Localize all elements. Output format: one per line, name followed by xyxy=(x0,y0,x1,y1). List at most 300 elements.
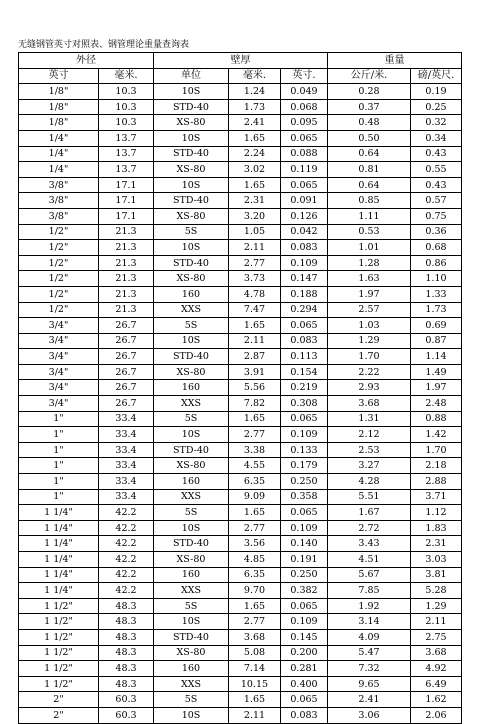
table-row xyxy=(19,692,462,708)
schedule-cell: 160 xyxy=(154,380,229,396)
kg-per-m-cell: 0.64 xyxy=(328,177,411,193)
kg-per-m-cell: 1.28 xyxy=(328,255,411,271)
wall-inch-cell: 0.191 xyxy=(281,552,328,568)
od-inch-cell: 1/2" xyxy=(19,302,99,318)
wall-mm-cell: 1.65 xyxy=(229,177,281,193)
table-row xyxy=(19,442,462,458)
kg-per-m-cell: 9.65 xyxy=(328,676,411,692)
wall-inch-cell: 0.294 xyxy=(281,302,328,318)
wall-inch-cell: 0.179 xyxy=(281,458,328,474)
lb-per-ft-cell: 2.75 xyxy=(411,629,462,645)
wall-inch-cell: 0.109 xyxy=(281,520,328,536)
od-inch-cell: 3/4" xyxy=(19,318,99,334)
kg-per-m-cell: 0.53 xyxy=(328,224,411,240)
wall-inch-cell: 0.126 xyxy=(281,208,328,224)
lb-per-ft-cell: 0.34 xyxy=(411,130,462,146)
wall-mm-cell: 1.05 xyxy=(229,224,281,240)
wall-mm-cell: 10.15 xyxy=(229,676,281,692)
od-mm-cell: 21.3 xyxy=(99,224,154,240)
table-row xyxy=(19,614,462,630)
lb-per-ft-cell: 1.14 xyxy=(411,349,462,365)
schedule-cell: XS-80 xyxy=(154,552,229,568)
od-inch-cell: 1/2" xyxy=(19,255,99,271)
table-row xyxy=(19,162,462,178)
od-inch-cell: 2" xyxy=(19,692,99,708)
table-row xyxy=(19,193,462,209)
table-row xyxy=(19,411,462,427)
wall-mm-cell: 1.65 xyxy=(229,130,281,146)
wall-inch-cell: 0.065 xyxy=(281,598,328,614)
lb-per-ft-cell: 2.11 xyxy=(411,614,462,630)
schedule-cell: XS-80 xyxy=(154,645,229,661)
schedule-cell: 5S xyxy=(154,411,229,427)
wall-inch-cell: 0.065 xyxy=(281,505,328,521)
table-row xyxy=(19,676,462,692)
wall-inch-cell: 0.145 xyxy=(281,629,328,645)
kg-per-m-cell: 1.03 xyxy=(328,318,411,334)
wall-mm-cell: 9.09 xyxy=(229,489,281,505)
kg-per-m-cell: 7.32 xyxy=(328,661,411,677)
schedule-cell: 10S xyxy=(154,84,229,100)
kg-per-m-cell: 3.14 xyxy=(328,614,411,630)
schedule-cell: XS-80 xyxy=(154,458,229,474)
wall-mm-cell: 1.24 xyxy=(229,84,281,100)
wall-mm-cell: 6.35 xyxy=(229,474,281,490)
schedule-cell: STD-40 xyxy=(154,99,229,115)
kg-per-m-cell: 2.57 xyxy=(328,302,411,318)
schedule-cell: STD-40 xyxy=(154,629,229,645)
kg-per-m-cell: 1.70 xyxy=(328,349,411,365)
schedule-cell: 5S xyxy=(154,598,229,614)
wall-inch-cell: 0.068 xyxy=(281,99,328,115)
schedule-cell: 5S xyxy=(154,224,229,240)
kg-per-m-cell: 5.51 xyxy=(328,489,411,505)
wall-mm-cell: 2.87 xyxy=(229,349,281,365)
od-mm-cell: 17.1 xyxy=(99,193,154,209)
od-mm-cell: 60.3 xyxy=(99,692,154,708)
od-mm-cell: 26.7 xyxy=(99,333,154,349)
schedule-cell: XS-80 xyxy=(154,271,229,287)
od-mm-cell: 33.4 xyxy=(99,442,154,458)
lb-per-ft-cell: 0.32 xyxy=(411,115,462,131)
kg-per-m-cell: 0.81 xyxy=(328,162,411,178)
column-header-lb-per-ft: 磅/英尺. xyxy=(411,68,462,84)
wall-inch-cell: 0.042 xyxy=(281,224,328,240)
wall-mm-cell: 4.85 xyxy=(229,552,281,568)
table-row xyxy=(19,489,462,505)
wall-mm-cell: 7.47 xyxy=(229,302,281,318)
lb-per-ft-cell: 0.25 xyxy=(411,99,462,115)
lb-per-ft-cell: 3.03 xyxy=(411,552,462,568)
table-row xyxy=(19,583,462,599)
lb-per-ft-cell: 5.28 xyxy=(411,583,462,599)
kg-per-m-cell: 3.06 xyxy=(328,707,411,723)
wall-mm-cell: 1.65 xyxy=(229,411,281,427)
wall-inch-cell: 0.065 xyxy=(281,318,328,334)
lb-per-ft-cell: 6.49 xyxy=(411,676,462,692)
wall-inch-cell: 0.250 xyxy=(281,567,328,583)
schedule-cell: 160 xyxy=(154,286,229,302)
wall-mm-cell: 3.02 xyxy=(229,162,281,178)
schedule-cell: 10S xyxy=(154,520,229,536)
lb-per-ft-cell: 0.69 xyxy=(411,318,462,334)
wall-mm-cell: 5.56 xyxy=(229,380,281,396)
lb-per-ft-cell: 0.88 xyxy=(411,411,462,427)
wall-inch-cell: 0.140 xyxy=(281,536,328,552)
column-header-od-mm: 毫米. xyxy=(99,68,154,84)
wall-inch-cell: 0.281 xyxy=(281,661,328,677)
wall-mm-cell: 3.73 xyxy=(229,271,281,287)
wall-inch-cell: 0.065 xyxy=(281,177,328,193)
od-inch-cell: 3/4" xyxy=(19,396,99,412)
wall-inch-cell: 0.147 xyxy=(281,271,328,287)
lb-per-ft-cell: 0.75 xyxy=(411,208,462,224)
wall-mm-cell: 1.65 xyxy=(229,318,281,334)
wall-inch-cell: 0.200 xyxy=(281,645,328,661)
od-inch-cell: 3/4" xyxy=(19,349,99,365)
lb-per-ft-cell: 3.68 xyxy=(411,645,462,661)
table-row xyxy=(19,302,462,318)
table-row xyxy=(19,364,462,380)
od-inch-cell: 3/4" xyxy=(19,364,99,380)
schedule-cell: 5S xyxy=(154,318,229,334)
od-inch-cell: 1 1/4" xyxy=(19,567,99,583)
od-mm-cell: 21.3 xyxy=(99,255,154,271)
table-row xyxy=(19,146,462,162)
od-mm-cell: 10.3 xyxy=(99,84,154,100)
od-inch-cell: 3/8" xyxy=(19,177,99,193)
od-mm-cell: 33.4 xyxy=(99,427,154,443)
wall-inch-cell: 0.065 xyxy=(281,411,328,427)
od-mm-cell: 42.2 xyxy=(99,505,154,521)
table-row xyxy=(19,520,462,536)
od-inch-cell: 1/4" xyxy=(19,162,99,178)
schedule-cell: XXS xyxy=(154,489,229,505)
column-header-wall-inch: 英寸. xyxy=(281,68,328,84)
kg-per-m-cell: 2.72 xyxy=(328,520,411,536)
group-header-wall-thickness: 壁厚 xyxy=(154,53,328,69)
lb-per-ft-cell: 2.06 xyxy=(411,707,462,723)
wall-mm-cell: 4.55 xyxy=(229,458,281,474)
schedule-cell: 10S xyxy=(154,177,229,193)
kg-per-m-cell: 0.50 xyxy=(328,130,411,146)
od-inch-cell: 1 1/4" xyxy=(19,536,99,552)
od-mm-cell: 26.7 xyxy=(99,349,154,365)
wall-mm-cell: 1.65 xyxy=(229,598,281,614)
kg-per-m-cell: 1.29 xyxy=(328,333,411,349)
od-mm-cell: 13.7 xyxy=(99,146,154,162)
lb-per-ft-cell: 1.83 xyxy=(411,520,462,536)
od-inch-cell: 1/4" xyxy=(19,146,99,162)
lb-per-ft-cell: 0.87 xyxy=(411,333,462,349)
wall-mm-cell: 2.77 xyxy=(229,255,281,271)
od-inch-cell: 1 1/4" xyxy=(19,552,99,568)
wall-inch-cell: 0.308 xyxy=(281,396,328,412)
wall-mm-cell: 1.65 xyxy=(229,505,281,521)
table-row xyxy=(19,333,462,349)
lb-per-ft-cell: 1.10 xyxy=(411,271,462,287)
wall-inch-cell: 0.049 xyxy=(281,84,328,100)
lb-per-ft-cell: 0.43 xyxy=(411,177,462,193)
lb-per-ft-cell: 2.88 xyxy=(411,474,462,490)
wall-inch-cell: 0.382 xyxy=(281,583,328,599)
wall-inch-cell: 0.083 xyxy=(281,333,328,349)
table-row xyxy=(19,427,462,443)
table-row xyxy=(19,396,462,412)
wall-inch-cell: 0.358 xyxy=(281,489,328,505)
od-inch-cell: 1 1/4" xyxy=(19,505,99,521)
od-mm-cell: 48.3 xyxy=(99,598,154,614)
wall-mm-cell: 3.68 xyxy=(229,629,281,645)
od-inch-cell: 1/2" xyxy=(19,286,99,302)
table-row xyxy=(19,130,462,146)
table-row xyxy=(19,567,462,583)
wall-mm-cell: 2.11 xyxy=(229,240,281,256)
kg-per-m-cell: 2.93 xyxy=(328,380,411,396)
wall-inch-cell: 0.065 xyxy=(281,692,328,708)
od-mm-cell: 33.4 xyxy=(99,458,154,474)
kg-per-m-cell: 7.85 xyxy=(328,583,411,599)
od-inch-cell: 1" xyxy=(19,411,99,427)
lb-per-ft-cell: 0.19 xyxy=(411,84,462,100)
kg-per-m-cell: 1.11 xyxy=(328,208,411,224)
od-mm-cell: 48.3 xyxy=(99,661,154,677)
kg-per-m-cell: 1.67 xyxy=(328,505,411,521)
od-inch-cell: 1 1/4" xyxy=(19,583,99,599)
table-row xyxy=(19,598,462,614)
schedule-cell: XXS xyxy=(154,676,229,692)
schedule-cell: 160 xyxy=(154,661,229,677)
table-row xyxy=(19,224,462,240)
od-inch-cell: 1" xyxy=(19,489,99,505)
lb-per-ft-cell: 2.31 xyxy=(411,536,462,552)
lb-per-ft-cell: 1.42 xyxy=(411,427,462,443)
od-mm-cell: 13.7 xyxy=(99,130,154,146)
od-mm-cell: 26.7 xyxy=(99,380,154,396)
table-row xyxy=(19,177,462,193)
od-mm-cell: 17.1 xyxy=(99,208,154,224)
schedule-cell: 10S xyxy=(154,614,229,630)
wall-inch-cell: 0.109 xyxy=(281,427,328,443)
wall-mm-cell: 1.65 xyxy=(229,692,281,708)
wall-inch-cell: 0.095 xyxy=(281,115,328,131)
table-row xyxy=(19,629,462,645)
kg-per-m-cell: 2.12 xyxy=(328,427,411,443)
schedule-cell: STD-40 xyxy=(154,442,229,458)
schedule-cell: STD-40 xyxy=(154,146,229,162)
schedule-cell: STD-40 xyxy=(154,536,229,552)
od-inch-cell: 1/2" xyxy=(19,271,99,287)
lb-per-ft-cell: 1.62 xyxy=(411,692,462,708)
table-row xyxy=(19,318,462,334)
schedule-cell: 10S xyxy=(154,427,229,443)
table-row xyxy=(19,255,462,271)
kg-per-m-cell: 3.68 xyxy=(328,396,411,412)
schedule-cell: 160 xyxy=(154,474,229,490)
kg-per-m-cell: 1.63 xyxy=(328,271,411,287)
wall-mm-cell: 3.91 xyxy=(229,364,281,380)
table-row xyxy=(19,661,462,677)
od-inch-cell: 1" xyxy=(19,427,99,443)
od-mm-cell: 26.7 xyxy=(99,364,154,380)
table-row xyxy=(19,458,462,474)
lb-per-ft-cell: 1.12 xyxy=(411,505,462,521)
schedule-cell: 10S xyxy=(154,333,229,349)
table-row xyxy=(19,474,462,490)
od-inch-cell: 1 1/2" xyxy=(19,676,99,692)
schedule-cell: XS-80 xyxy=(154,115,229,131)
wall-inch-cell: 0.109 xyxy=(281,614,328,630)
table-row xyxy=(19,505,462,521)
kg-per-m-cell: 1.97 xyxy=(328,286,411,302)
wall-mm-cell: 7.82 xyxy=(229,396,281,412)
lb-per-ft-cell: 2.18 xyxy=(411,458,462,474)
kg-per-m-cell: 4.09 xyxy=(328,629,411,645)
schedule-cell: STD-40 xyxy=(154,349,229,365)
od-mm-cell: 17.1 xyxy=(99,177,154,193)
od-inch-cell: 1/8" xyxy=(19,84,99,100)
od-mm-cell: 42.2 xyxy=(99,552,154,568)
od-inch-cell: 3/8" xyxy=(19,193,99,209)
pipe-spec-table xyxy=(18,52,462,724)
table-row xyxy=(19,115,462,131)
kg-per-m-cell: 3.43 xyxy=(328,536,411,552)
od-mm-cell: 60.3 xyxy=(99,707,154,723)
od-mm-cell: 42.2 xyxy=(99,567,154,583)
wall-inch-cell: 0.154 xyxy=(281,364,328,380)
od-inch-cell: 1 1/2" xyxy=(19,598,99,614)
od-inch-cell: 1" xyxy=(19,458,99,474)
kg-per-m-cell: 2.53 xyxy=(328,442,411,458)
od-inch-cell: 3/8" xyxy=(19,208,99,224)
lb-per-ft-cell: 0.43 xyxy=(411,146,462,162)
wall-inch-cell: 0.091 xyxy=(281,193,328,209)
schedule-cell: XS-80 xyxy=(154,364,229,380)
wall-inch-cell: 0.083 xyxy=(281,240,328,256)
wall-inch-cell: 0.088 xyxy=(281,146,328,162)
od-inch-cell: 2" xyxy=(19,707,99,723)
wall-inch-cell: 0.083 xyxy=(281,707,328,723)
lb-per-ft-cell: 1.33 xyxy=(411,286,462,302)
lb-per-ft-cell: 1.49 xyxy=(411,364,462,380)
od-inch-cell: 1" xyxy=(19,474,99,490)
od-mm-cell: 10.3 xyxy=(99,99,154,115)
lb-per-ft-cell: 1.73 xyxy=(411,302,462,318)
od-inch-cell: 1 1/2" xyxy=(19,629,99,645)
schedule-cell: XXS xyxy=(154,302,229,318)
lb-per-ft-cell: 0.68 xyxy=(411,240,462,256)
od-inch-cell: 3/4" xyxy=(19,333,99,349)
wall-mm-cell: 2.11 xyxy=(229,707,281,723)
od-mm-cell: 10.3 xyxy=(99,115,154,131)
lb-per-ft-cell: 1.97 xyxy=(411,380,462,396)
schedule-cell: 5S xyxy=(154,692,229,708)
od-mm-cell: 26.7 xyxy=(99,318,154,334)
kg-per-m-cell: 1.92 xyxy=(328,598,411,614)
document-title: 无缝钢管英寸对照表、钢管理论重量查询表 xyxy=(18,40,190,50)
kg-per-m-cell: 1.01 xyxy=(328,240,411,256)
kg-per-m-cell: 3.27 xyxy=(328,458,411,474)
schedule-cell: XXS xyxy=(154,396,229,412)
schedule-cell: 10S xyxy=(154,707,229,723)
od-mm-cell: 33.4 xyxy=(99,489,154,505)
od-mm-cell: 48.3 xyxy=(99,645,154,661)
kg-per-m-cell: 0.64 xyxy=(328,146,411,162)
wall-mm-cell: 2.31 xyxy=(229,193,281,209)
table-row xyxy=(19,552,462,568)
wall-mm-cell: 2.77 xyxy=(229,520,281,536)
wall-mm-cell: 3.38 xyxy=(229,442,281,458)
od-inch-cell: 1/4" xyxy=(19,130,99,146)
od-mm-cell: 21.3 xyxy=(99,286,154,302)
lb-per-ft-cell: 0.36 xyxy=(411,224,462,240)
column-header-kg-per-m: 公斤/米. xyxy=(328,68,411,84)
kg-per-m-cell: 2.22 xyxy=(328,364,411,380)
wall-mm-cell: 3.20 xyxy=(229,208,281,224)
od-mm-cell: 21.3 xyxy=(99,240,154,256)
lb-per-ft-cell: 1.29 xyxy=(411,598,462,614)
od-inch-cell: 1 1/2" xyxy=(19,661,99,677)
od-mm-cell: 42.2 xyxy=(99,583,154,599)
wall-mm-cell: 2.77 xyxy=(229,614,281,630)
wall-mm-cell: 3.56 xyxy=(229,536,281,552)
schedule-cell: XXS xyxy=(154,583,229,599)
table-row xyxy=(19,240,462,256)
lb-per-ft-cell: 3.81 xyxy=(411,567,462,583)
od-inch-cell: 1/2" xyxy=(19,240,99,256)
table-row xyxy=(19,536,462,552)
wall-mm-cell: 2.11 xyxy=(229,333,281,349)
od-mm-cell: 33.4 xyxy=(99,411,154,427)
lb-per-ft-cell: 1.70 xyxy=(411,442,462,458)
lb-per-ft-cell: 2.48 xyxy=(411,396,462,412)
wall-inch-cell: 0.113 xyxy=(281,349,328,365)
lb-per-ft-cell: 3.71 xyxy=(411,489,462,505)
kg-per-m-cell: 0.48 xyxy=(328,115,411,131)
od-inch-cell: 1/8" xyxy=(19,99,99,115)
schedule-cell: 5S xyxy=(154,505,229,521)
wall-inch-cell: 0.188 xyxy=(281,286,328,302)
od-mm-cell: 42.2 xyxy=(99,520,154,536)
wall-mm-cell: 2.41 xyxy=(229,115,281,131)
od-mm-cell: 42.2 xyxy=(99,536,154,552)
group-header-row xyxy=(19,53,462,69)
od-inch-cell: 1" xyxy=(19,442,99,458)
table-row xyxy=(19,707,462,723)
od-inch-cell: 1/8" xyxy=(19,115,99,131)
kg-per-m-cell: 4.28 xyxy=(328,474,411,490)
wall-inch-cell: 0.133 xyxy=(281,442,328,458)
od-mm-cell: 48.3 xyxy=(99,629,154,645)
group-header-weight: 重量 xyxy=(328,53,462,69)
wall-inch-cell: 0.400 xyxy=(281,676,328,692)
wall-mm-cell: 1.73 xyxy=(229,99,281,115)
od-mm-cell: 21.3 xyxy=(99,302,154,318)
kg-per-m-cell: 0.28 xyxy=(328,84,411,100)
lb-per-ft-cell: 0.55 xyxy=(411,162,462,178)
wall-inch-cell: 0.109 xyxy=(281,255,328,271)
table-row xyxy=(19,84,462,100)
kg-per-m-cell: 0.85 xyxy=(328,193,411,209)
group-header-outer-diameter: 外径 xyxy=(19,53,154,69)
table-row xyxy=(19,271,462,287)
table-row xyxy=(19,208,462,224)
kg-per-m-cell: 1.31 xyxy=(328,411,411,427)
od-mm-cell: 33.4 xyxy=(99,474,154,490)
kg-per-m-cell: 5.67 xyxy=(328,567,411,583)
lb-per-ft-cell: 0.57 xyxy=(411,193,462,209)
table-row xyxy=(19,286,462,302)
